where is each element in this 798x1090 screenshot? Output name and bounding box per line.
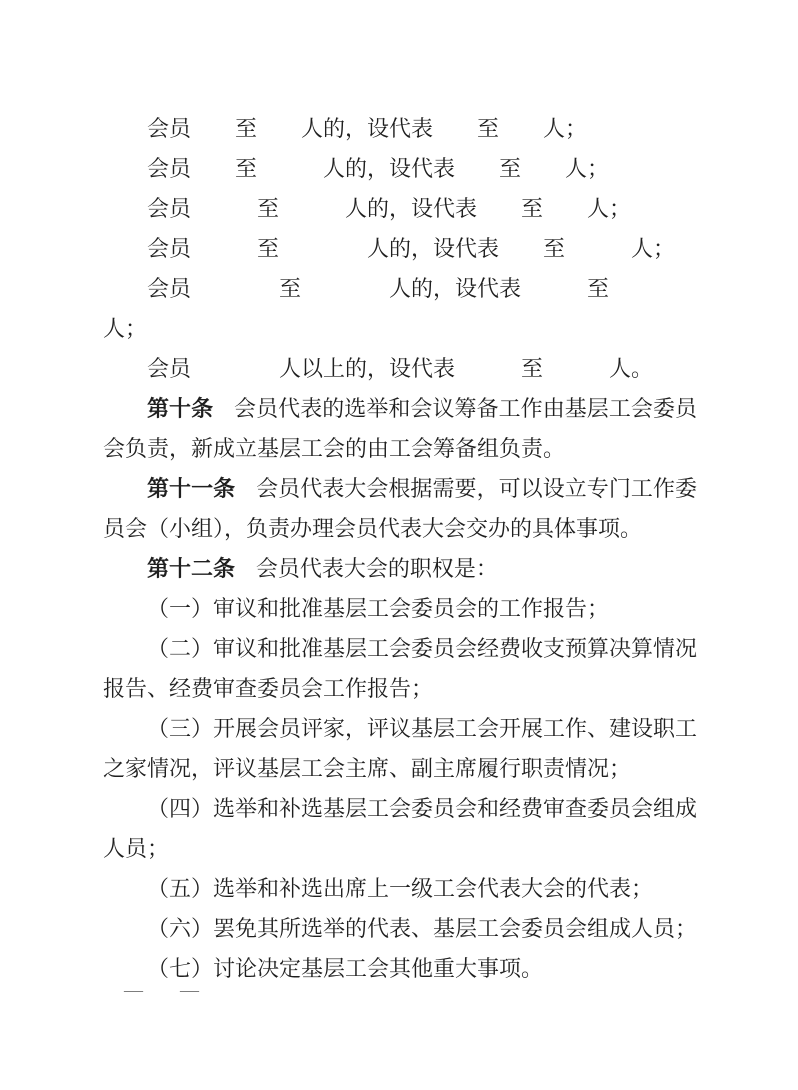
article-10-heading: 第十条: [147, 396, 214, 421]
list-item-1: （一）审议和批准基层工会委员会的工作报告；: [147, 596, 610, 621]
list-item-4: （四）选举和补选基层工会委员会和经费审查委员会组成人员；: [103, 796, 698, 861]
page-number-footer: [124, 980, 199, 1002]
article-12-heading: 第十二条: [147, 556, 236, 581]
footer-dash-right: —: [180, 980, 199, 1001]
list-item-6: （六）罢免其所选举的代表、基层工会委员会组成人员；: [147, 916, 698, 941]
article-11-heading: 第十一条: [147, 476, 236, 501]
footer-dash-left: —: [124, 980, 143, 1001]
list-item-5: （五）选举和补选出席上一级工会代表大会的代表；: [147, 876, 654, 901]
article-10: [103, 389, 697, 469]
member-count-line: 会员 至 人的，设代表 至 人；: [147, 236, 676, 261]
article-10-text: 会员代表的选举和会议筹备工作由基层工会委员会负责，新成立基层工会的由工会筹备组负责。: [103, 396, 697, 461]
member-count-line: 会员 至 人的，设代表 至 人；: [147, 156, 610, 181]
list-item-3: （三）开展会员评家，评议基层工会开展工作、建设职工之家情况，评议基层工会主席、副主席履行职责情况；: [103, 716, 698, 781]
list-item-7: （七）讨论决定基层工会其他重大事项。: [147, 956, 544, 981]
document-body: [103, 109, 697, 989]
article-11-text: 会员代表大会根据需要，可以设立专门工作委员会（小组），负责办理会员代表大会交办的具体事项。: [103, 476, 697, 541]
member-count-line: 会员 至 人的，设代表 至 人；: [147, 196, 632, 221]
member-count-line: 会员 至 人的，设代表 至 人；: [103, 276, 676, 341]
article-12-text: 会员代表大会的职权是：: [255, 556, 498, 581]
article-11: [103, 469, 697, 549]
list-item-2: （二）审议和批准基层工会委员会经费收支预算决算情况报告、经费审查委员会工作报告；: [103, 636, 698, 701]
article-12: [103, 549, 697, 589]
member-count-line: 会员 人以上的，设代表 至 人。: [147, 356, 654, 381]
member-count-line: 会员 至 人的，设代表 至 人；: [147, 116, 588, 141]
